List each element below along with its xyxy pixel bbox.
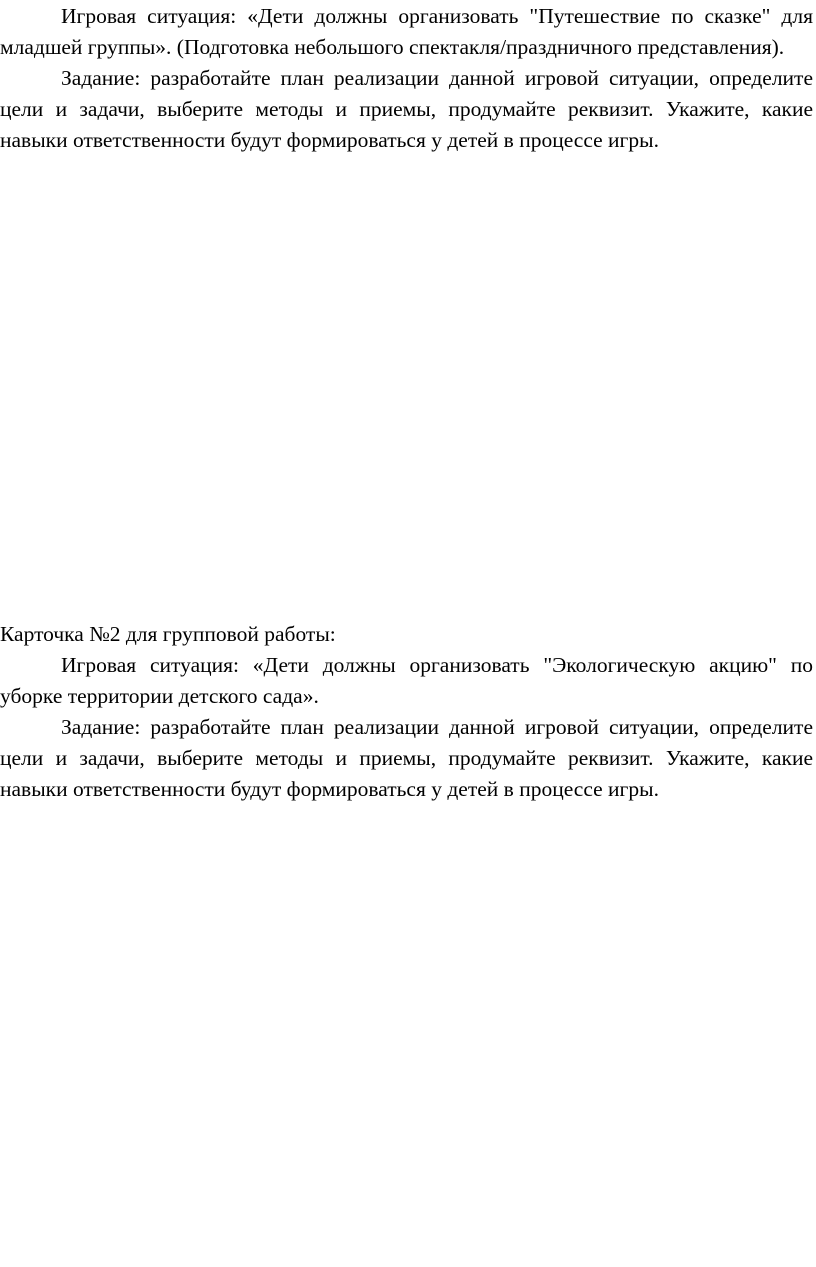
card-1-section (0, 1, 813, 156)
card-2-heading: Карточка №2 для групповой работы: (0, 622, 336, 646)
card-2-section (0, 619, 813, 805)
card-2-task: Задание: разработайте план реализации данной игровой ситуации, определите цели и задачи, выберите методы и приемы, продумайте реквизит. Укажите, какие навыки ответственности будут формироваться у детей в процессе игры. (0, 715, 813, 801)
card-1-task: Задание: разработайте план реализации данной игровой ситуации, определите цели и задачи, выберите методы и приемы, продумайте реквизит. Укажите, какие навыки ответственности будут формироваться у детей в процессе игры. (0, 66, 813, 152)
card-1-situation: Игровая ситуация: «Дети должны организовать "Путешествие по сказке" для младшей группы». (Подготовка небольшого спектакля/праздничного представления). (0, 4, 813, 59)
card-2-situation: Игровая ситуация: «Дети должны организовать "Экологическую акцию" по уборке территории детского сада». (0, 653, 813, 708)
